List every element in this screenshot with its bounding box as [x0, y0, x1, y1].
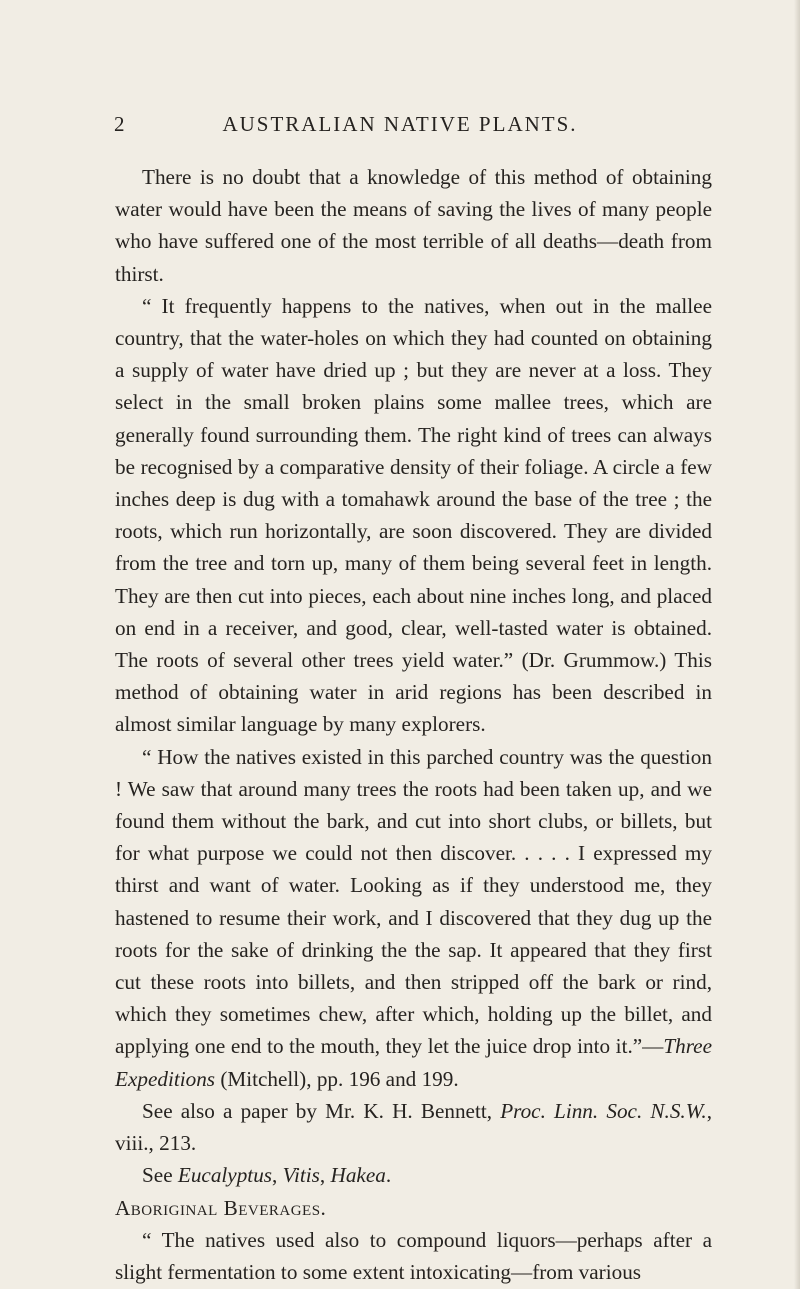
citation-proc-linn-soc: Proc. Linn. Soc. N.S.W. [500, 1098, 707, 1123]
running-head: AUSTRALIAN NATIVE PLANTS. [222, 112, 578, 136]
ref-separator: , [319, 1163, 331, 1188]
page-header [0, 112, 800, 142]
paragraph-3-text-end: (Mitchell), pp. 196 and 199. [215, 1066, 459, 1091]
see-prefix: See [142, 1163, 178, 1188]
ref-hakea: Hakea [330, 1163, 386, 1188]
paragraph-3-text: “ How the natives existed in this parched country was the question ! We saw that around many trees the roots had been taken up, and we found them without the bark, and cut into short clubs, or billets, but for what purpose we could not then discover. . . . . I expressed my thirst and want of water. Looking as if they understood me, they hastened to resume their work, and I discovered that they dug up the roots for the sake of drinking the the sap. It appeared that they first cut these roots into billets, and then stripped off the bark or rind, which they sometimes chew, after which, holding up the billet, and applying one end to the mouth, they let the juice drop into it.”— [115, 744, 712, 1059]
citation-three-expeditions: Three Expeditions [115, 1034, 712, 1091]
paragraph-closing: “ The natives used also to compound liquors—perhaps after a slight fermentation to some extent intoxicating—from various [115, 1227, 712, 1284]
paragraph-2: “ It frequently happens to the natives, when out in the mallee country, that the water-holes on which they had counted on obtaining a supply of water have dried up ; but they are never at a loss. They select in the small broken plains some mallee trees, which are generally found surrounding them. The right kind of trees can always be recognised by a comparative density of their foliage. A circle a few inches deep is dug with a tomahawk around the base of the tree ; the roots, which run horizontally, are soon discovered. They are divided from the tree and torn up, many of them being several feet in length. They are then cut into pieces, each about nine inches long, and placed on end in a receiver, and good, clear, well-tasted water is obtained. The roots of several other trees yield water.” (Dr. Grummow.) This method of obtaining water in arid regions has been described in almost similar language by many explorers. [115, 293, 712, 737]
ref-end: . [385, 1163, 392, 1188]
paragraph-1: There is no doubt that a knowledge of this method of obtaining water would have been the means of saving the lives of many people who have suffered one of the most terrible of all deaths—death from thirst. [115, 165, 712, 286]
ref-eucalyptus: Eucalyptus [177, 1163, 273, 1188]
paragraph-4 [115, 1095, 712, 1159]
paragraph-4-text-end: , viii., 213. [115, 1098, 713, 1156]
see-references [115, 1159, 712, 1191]
page-number: 2 [114, 112, 126, 136]
paragraph-3 [115, 741, 712, 1095]
section-heading: Aboriginal Beverages. [115, 1195, 327, 1220]
ref-separator: , [272, 1163, 283, 1188]
page-edge-shadow [794, 0, 800, 1289]
paragraph-4-text: See also a paper by Mr. K. H. Bennett, [142, 1098, 501, 1123]
ref-vitis: Vitis [282, 1163, 320, 1188]
body-text [115, 161, 712, 1288]
